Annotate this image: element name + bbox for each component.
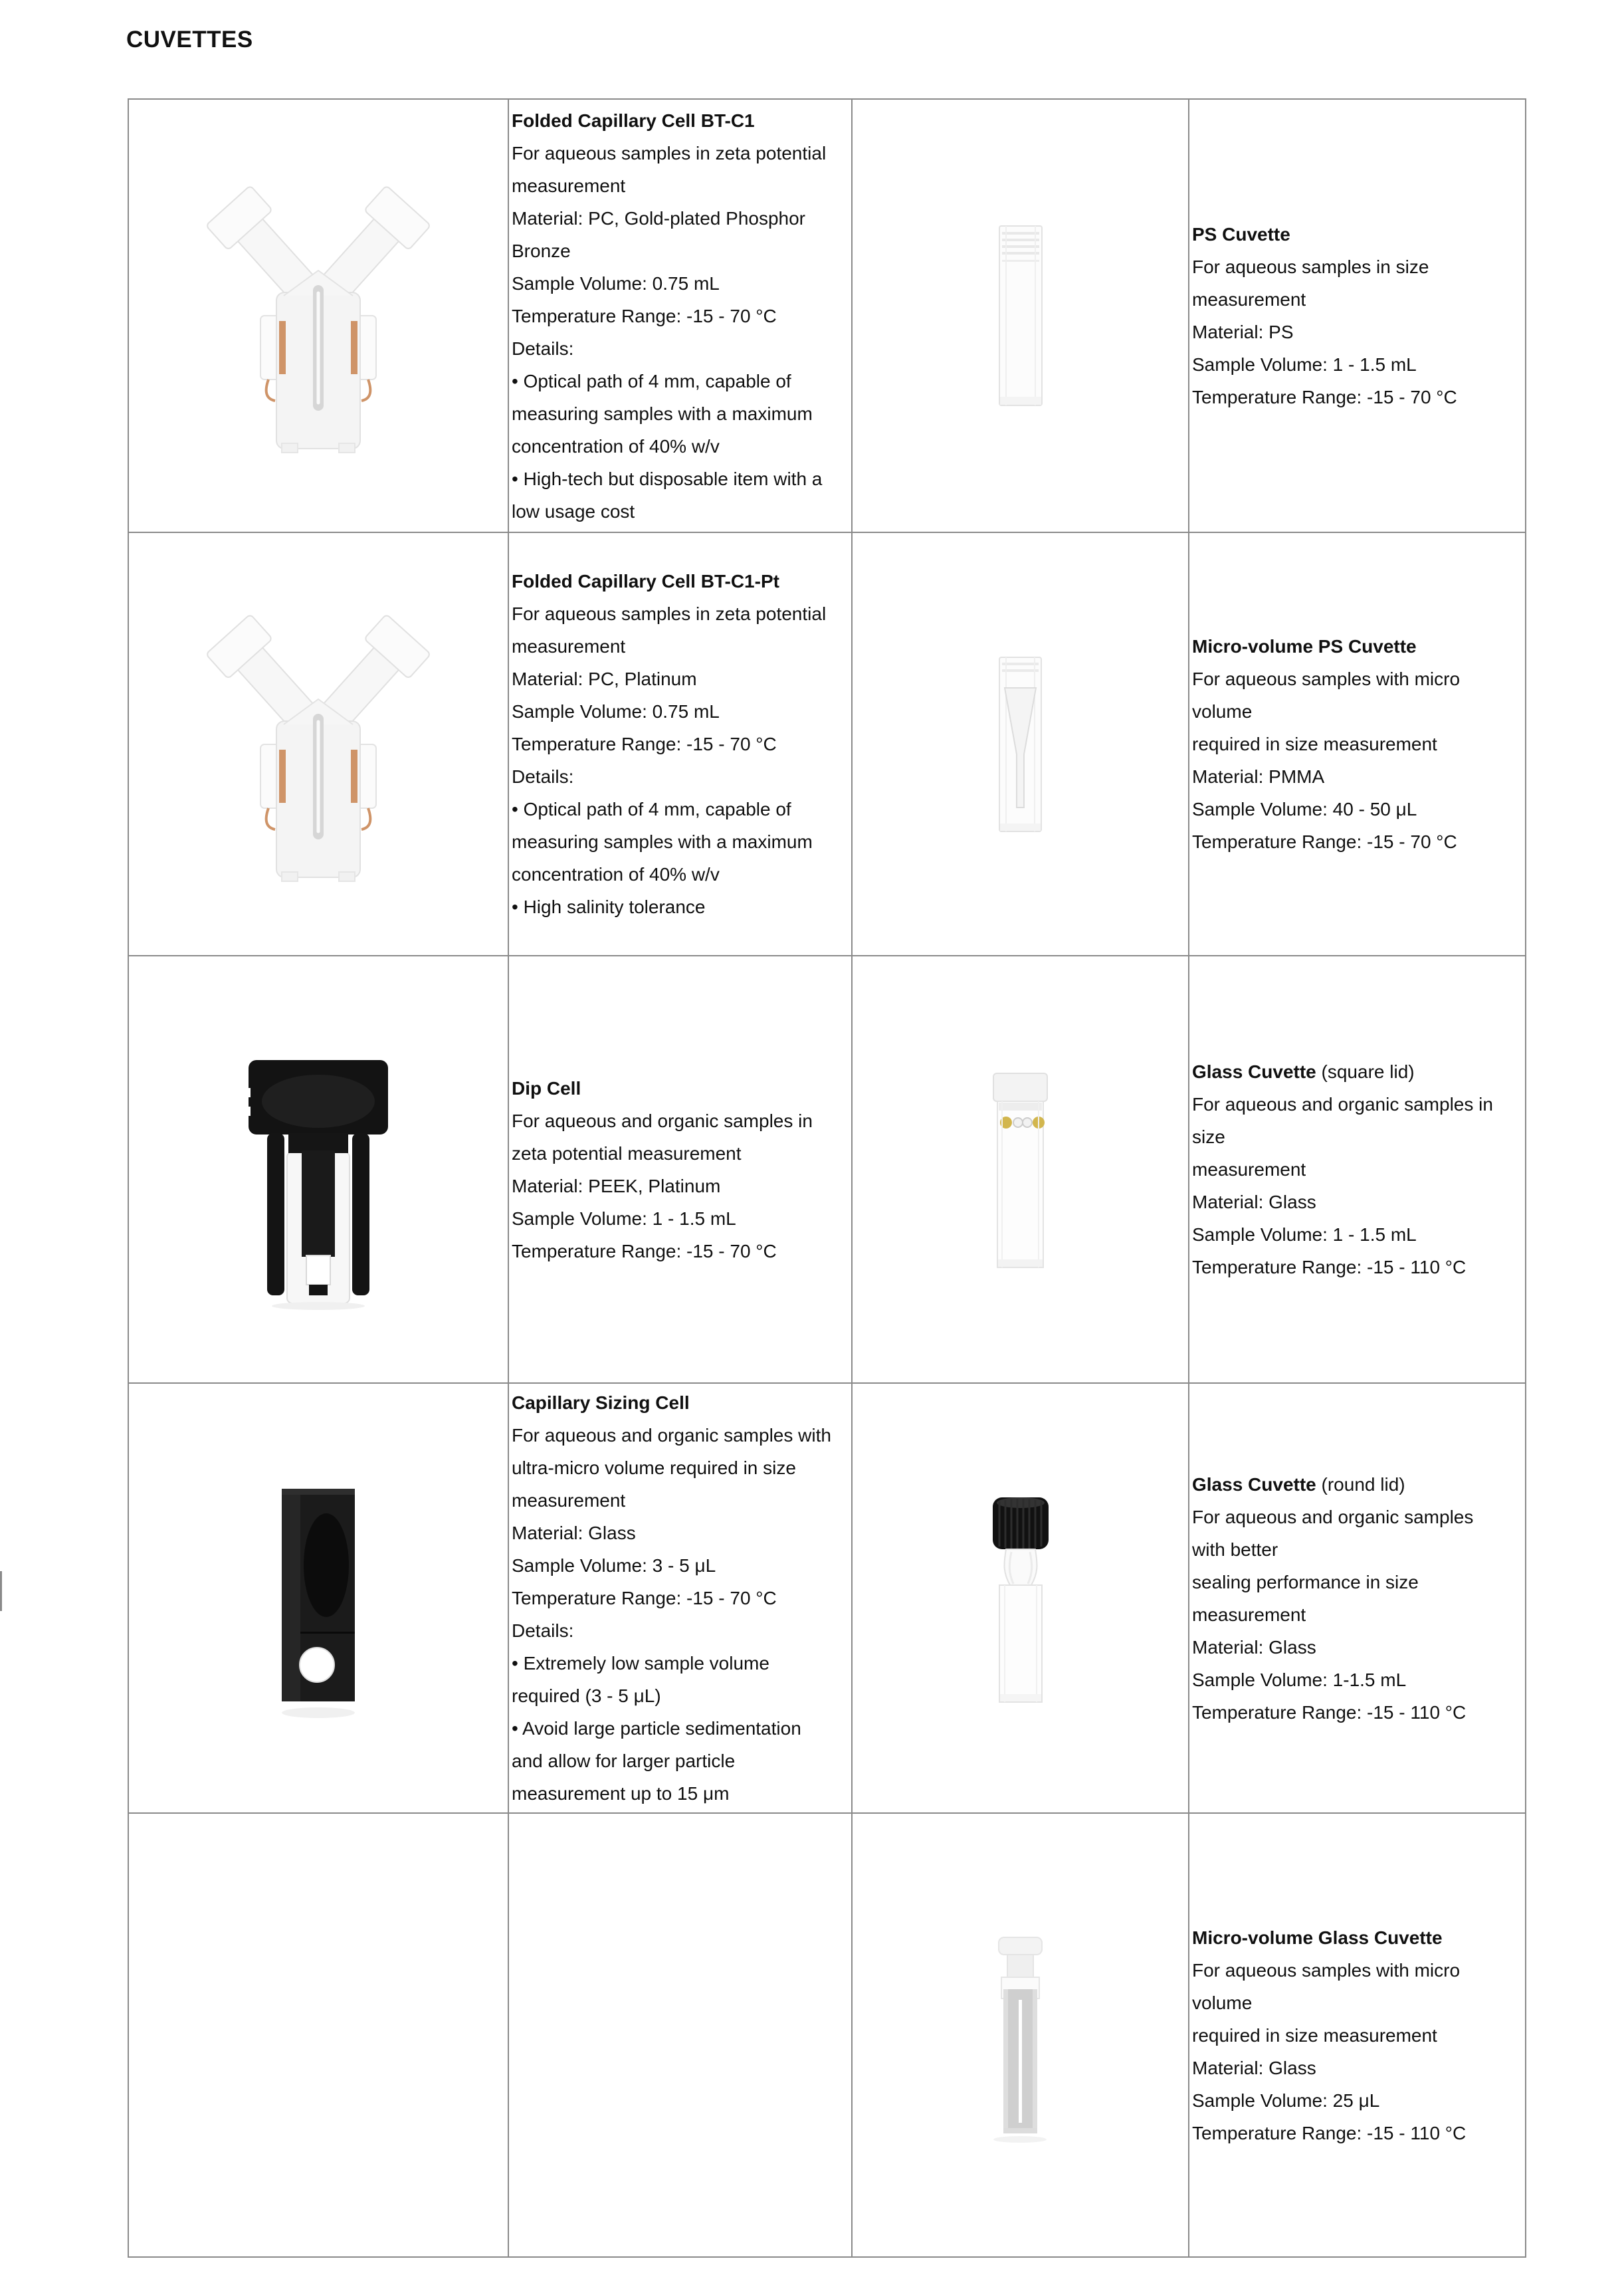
description-line: Material: Glass: [1192, 1192, 1316, 1212]
left-edge-artifact: [0, 1571, 2, 1611]
product-name-line: [1192, 1468, 1524, 1501]
product-description: [512, 1419, 850, 1810]
product-name: Glass Cuvette: [1192, 1061, 1316, 1082]
folded-capillary-cell-bt-c1-pt-image-cell: [129, 533, 509, 956]
description-line: Temperature Range: -15 - 70 °C: [1192, 831, 1457, 852]
product-description: [1192, 663, 1524, 858]
description-line: Details:: [512, 338, 574, 359]
cuvette-table: [128, 98, 1526, 2258]
folded-capillary-cell-bt-c1-pt-description: [509, 533, 853, 956]
description-line: ultra-micro volume required in size: [512, 1458, 796, 1478]
description-line: • Optical path of 4 mm, capable of: [512, 799, 791, 819]
product-description: [512, 1105, 850, 1267]
micro-volume-glass-cuvette-icon: [985, 1925, 1055, 2145]
product-name-line: [512, 104, 850, 137]
description-line: Sample Volume: 1 - 1.5 mL: [1192, 1224, 1417, 1245]
folded-capillary-cell-icon: [175, 605, 461, 884]
product-name: Dip Cell: [512, 1077, 581, 1099]
description-line: measurement up to 15 μm: [512, 1783, 730, 1804]
description-line: Material: Glass: [1192, 1636, 1316, 1658]
description-line: • Extremely low sample volume: [512, 1653, 769, 1674]
page-title: CUVETTES: [126, 27, 253, 53]
micro-volume-ps-cuvette-icon: [989, 649, 1052, 839]
description-line: size: [1192, 1127, 1225, 1147]
product-name-line: [1192, 1055, 1524, 1088]
glass-cuvette-round-lid-image-cell: [853, 1384, 1189, 1814]
product-name: Capillary Sizing Cell: [512, 1392, 690, 1413]
description-line: measurement: [512, 636, 626, 657]
ps-cuvette-icon: [987, 216, 1054, 415]
description-line: For aqueous samples in zeta potential: [512, 603, 827, 624]
product-description: [512, 597, 850, 923]
ps-cuvette-description: [1189, 100, 1526, 533]
description-line: • Optical path of 4 mm, capable of: [512, 370, 791, 391]
description-line: Temperature Range: -15 - 70 °C: [1192, 387, 1457, 407]
description-line: Sample Volume: 3 - 5 μL: [512, 1555, 716, 1576]
glass-cuvette-square-lid-description: [1189, 956, 1526, 1384]
description-line: measurement: [1192, 1604, 1306, 1625]
folded-capillary-cell-bt-c1-description: [509, 100, 853, 533]
description-line: measurement: [1192, 1159, 1306, 1180]
description-line: measurement: [512, 1490, 626, 1511]
description-line: For aqueous samples in zeta potential: [512, 142, 827, 163]
description-line: volume: [1192, 1992, 1253, 2013]
dip-cell-image-cell: [129, 956, 509, 1384]
description-line: Details:: [512, 766, 574, 787]
description-line: For aqueous samples with micro: [1192, 1959, 1461, 1981]
product-name-line: [1192, 218, 1524, 251]
description-line: For aqueous and organic samples in: [1192, 1094, 1493, 1115]
capillary-sizing-cell-description: [509, 1384, 853, 1814]
description-line: Temperature Range: -15 - 110 °C: [1192, 1701, 1467, 1723]
empty-text-cell: [509, 1814, 853, 2258]
description-line: Temperature Range: -15 - 70 °C: [512, 305, 777, 326]
product-name-suffix: (square lid): [1316, 1061, 1415, 1082]
description-line: Bronze: [512, 240, 571, 261]
description-line: required in size measurement: [1192, 2024, 1437, 2046]
description-line: For aqueous samples with micro: [1192, 669, 1461, 689]
description-line: with better: [1192, 1539, 1278, 1560]
description-line: measuring samples with a maximum: [512, 403, 813, 424]
micro-volume-ps-cuvette-description: [1189, 533, 1526, 956]
product-name-line: [512, 565, 850, 597]
description-line: For aqueous samples in size: [1192, 257, 1429, 277]
product-name: Micro-volume Glass Cuvette: [1192, 1927, 1443, 1948]
description-line: Sample Volume: 0.75 mL: [512, 701, 720, 722]
description-line: measuring samples with a maximum: [512, 831, 813, 852]
description-line: Temperature Range: -15 - 110 °C: [1192, 2122, 1467, 2143]
glass-cuvette-square-lid-image-cell: [853, 956, 1189, 1384]
product-name-line: [1192, 1921, 1524, 1954]
description-line: volume: [1192, 701, 1253, 722]
micro-volume-glass-cuvette-image-cell: [853, 1814, 1189, 2258]
product-description: [1192, 1088, 1524, 1283]
product-name: Folded Capillary Cell BT-C1: [512, 110, 755, 131]
dip-cell-icon: [209, 1027, 428, 1313]
ps-cuvette-image-cell: [853, 100, 1189, 533]
product-name-line: [1192, 630, 1524, 663]
description-line: sealing performance in size: [1192, 1571, 1419, 1592]
product-name-suffix: (round lid): [1316, 1473, 1405, 1495]
description-line: concentration of 40% w/v: [512, 864, 720, 885]
description-line: Material: PS: [1192, 322, 1294, 342]
capillary-sizing-cell-icon: [252, 1465, 385, 1731]
description-line: measurement: [512, 175, 626, 196]
description-line: zeta potential measurement: [512, 1142, 742, 1164]
description-line: Temperature Range: -15 - 70 °C: [512, 1588, 777, 1608]
product-description: [1192, 1501, 1524, 1729]
description-line: Material: PC, Gold-plated Phosphor: [512, 207, 805, 229]
folded-capillary-cell-bt-c1-image-cell: [129, 100, 509, 533]
description-line: concentration of 40% w/v: [512, 435, 720, 457]
description-line: Temperature Range: -15 - 70 °C: [512, 734, 777, 754]
product-name-line: [512, 1386, 850, 1419]
glass-cuvette-round-lid-description: [1189, 1384, 1526, 1814]
micro-volume-ps-cuvette-image-cell: [853, 533, 1189, 956]
description-line: required in size measurement: [1192, 734, 1437, 754]
product-name: PS Cuvette: [1192, 224, 1290, 245]
empty-image-cell: [129, 1814, 509, 2258]
description-line: Sample Volume: 40 - 50 μL: [1192, 799, 1417, 819]
description-line: Material: Glass: [512, 1523, 636, 1543]
description-line: Sample Volume: 1-1.5 mL: [1192, 1669, 1407, 1690]
description-line: • Avoid large particle sedimentation: [512, 1718, 801, 1739]
description-line: Material: PC, Platinum: [512, 669, 697, 689]
description-line: Sample Volume: 0.75 mL: [512, 272, 720, 294]
product-description: [1192, 251, 1524, 413]
description-line: For aqueous and organic samples in: [512, 1110, 813, 1131]
description-line: Material: Glass: [1192, 2057, 1316, 2078]
description-line: For aqueous and organic samples: [1192, 1506, 1474, 1527]
dip-cell-description: [509, 956, 853, 1384]
product-name: Glass Cuvette: [1192, 1473, 1316, 1495]
description-line: Temperature Range: -15 - 110 °C: [1192, 1257, 1467, 1277]
glass-cuvette-square-lid-icon: [985, 1060, 1055, 1279]
product-name: Folded Capillary Cell BT-C1-Pt: [512, 571, 779, 592]
description-line: Sample Volume: 25 μL: [1192, 2090, 1380, 2111]
capillary-sizing-cell-image-cell: [129, 1384, 509, 1814]
description-line: measurement: [1192, 289, 1306, 310]
product-description: [512, 137, 850, 528]
description-line: Sample Volume: 1 - 1.5 mL: [1192, 354, 1417, 375]
description-line: low usage cost: [512, 500, 635, 522]
description-line: Sample Volume: 1 - 1.5 mL: [512, 1208, 736, 1229]
description-line: • High-tech but disposable item with a: [512, 468, 823, 489]
glass-cuvette-round-lid-icon: [982, 1485, 1059, 1711]
product-description: [1192, 1954, 1524, 2149]
description-line: Material: PEEK, Platinum: [512, 1175, 721, 1196]
description-line: Details:: [512, 1620, 574, 1641]
folded-capillary-cell-icon: [175, 176, 461, 455]
description-line: Temperature Range: -15 - 70 °C: [512, 1240, 777, 1261]
product-name-line: [512, 1072, 850, 1105]
description-line: and allow for larger particle: [512, 1751, 736, 1771]
product-name: Micro-volume PS Cuvette: [1192, 636, 1417, 657]
description-line: • High salinity tolerance: [512, 897, 706, 917]
description-line: required (3 - 5 μL): [512, 1685, 661, 1706]
description-line: For aqueous and organic samples with: [512, 1425, 831, 1446]
micro-volume-glass-cuvette-description: [1189, 1814, 1526, 2258]
description-line: Material: PMMA: [1192, 766, 1325, 787]
